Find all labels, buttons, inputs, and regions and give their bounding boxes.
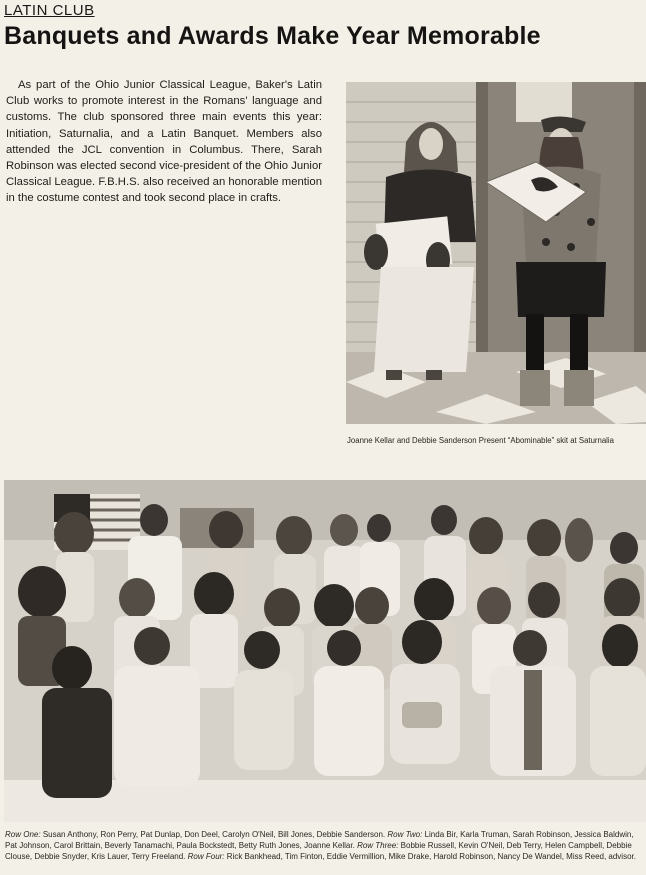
group-photo-caption	[5, 829, 645, 873]
row-one-names: Susan Anthony, Ron Perry, Pat Dunlap, Don Deel, Carolyn O'Neil, Bill Jones, Debbie Sanderson.	[42, 830, 386, 839]
row-four-names: Rick Bankhead, Tim Finton, Eddie Vermillion, Mike Drake, Harold Robinson, Nancy De Wandel, Miss Reed, advisor.	[226, 852, 636, 862]
skit-photo-caption: Joanne Kellar and Debbie Sanderson Present “Abominable” skit at Saturnalia	[347, 436, 614, 445]
group-photo	[4, 480, 646, 822]
row-four-label: Row Four:	[187, 852, 225, 862]
row-one-label: Row One:	[5, 830, 41, 839]
page-headline: Banquets and Awards Make Year Memorable	[4, 22, 541, 50]
row-two-names: Linda Bir, Karla Truman, Sarah Robinson, Jessica Baldwin, Pat Johnson, Carol Brittain, Beverly Tanamachi, Paula Bockstedt, Betty Ruth Jones, Joanne Kellar.	[5, 830, 634, 851]
row-two-label: Row Two:	[387, 830, 423, 839]
row-three-names: Bobbie Russell, Kevin O'Neil, Deb Terry, Helen Campbell, Debbie Clouse, Debbie Snyder, Kris Lauer, Terry Freeland.	[5, 841, 632, 862]
skit-photo	[346, 82, 646, 424]
row-three-label: Row Three:	[357, 841, 399, 851]
article-body: As part of the Ohio Junior Classical League, Baker's Latin Club works to promote interest in the Romans' language and customs. The club sponsored three main events this year: Initiation, Saturnalia, and a Latin Banquet. Members also attended the JCL convention in Columbus. There, Sarah Robinson was elected second vice-president of the Ohio Junior Classical League. F.B.H.S. also received an honorable mention in the costume contest and took second place in crafts.	[6, 79, 322, 205]
section-label: LATIN CLUB	[4, 2, 95, 19]
